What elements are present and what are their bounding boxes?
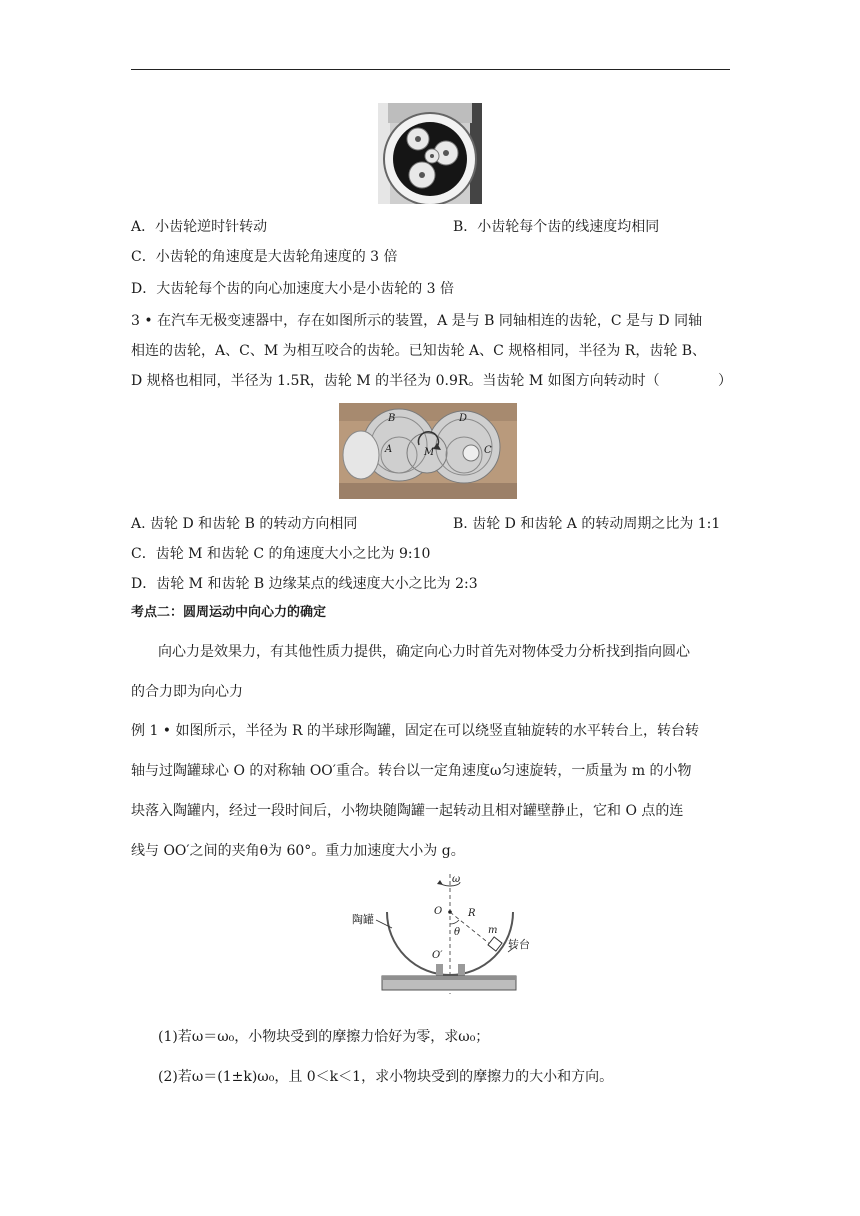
q3-option-c: C．齿轮 M 和齿轮 C 的角速度大小之比为 9:10 (131, 546, 431, 562)
q3-stem-line1: 3 • 在汽车无极变速器中，存在如图所示的装置，A 是与 B 同轴相连的齿轮，C 是与 D 同轴 (131, 313, 703, 329)
label-o: O (434, 906, 443, 917)
q2-option-a: A．小齿轮逆时针转动 (131, 219, 268, 235)
label-o-prime: O′ (432, 950, 443, 961)
planetary-gear-photo (378, 103, 482, 204)
example1-question2: (2)若ω＝(1±k)ω₀，且 0＜k＜1，求小物块受到的摩擦力的大小和方向。 (158, 1069, 614, 1085)
hemisphere-jar-diagram (340, 872, 530, 994)
cvt-gear-photo (339, 403, 517, 499)
label-m: m (488, 925, 498, 936)
label-r: R (468, 908, 476, 919)
q3-option-d: D．齿轮 M 和齿轮 B 边缘某点的线速度大小之比为 2:3 (131, 576, 478, 592)
cvt-label-b: B (388, 413, 396, 424)
q2-option-d: D．大齿轮每个齿的向心加速度大小是小齿轮的 3 倍 (131, 281, 455, 297)
section2-para-line2: 的合力即为向心力 (131, 684, 243, 700)
q3-stem-line2: 相连的齿轮，A、C、M 为相互咬合的齿轮。已知齿轮 A、C 规格相同，半径为 R，齿轮 B、 (131, 343, 707, 359)
cvt-label-m: M (424, 447, 435, 458)
q2-option-c: C．小齿轮的角速度是大齿轮角速度的 3 倍 (131, 249, 398, 265)
label-theta: θ (454, 927, 461, 938)
header-rule (131, 69, 730, 70)
example1-line2: 轴与过陶罐球心 O 的对称轴 OO′重合。转台以一定角速度ω匀速旋转，一质量为 m 的小物 (131, 763, 692, 779)
q3-option-b: B. 齿轮 D 和齿轮 A 的转动周期之比为 1:1 (453, 516, 721, 532)
label-turntable: 转台 (508, 938, 530, 951)
section2-para-line1: 向心力是效果力，有其他性质力提供，确定向心力时首先对物体受力分析找到指向圆心 (158, 644, 690, 660)
example1-line1: 例 1 • 如图所示，半径为 R 的半球形陶罐，固定在可以绕竖直轴旋转的水平转台上，转台转 (131, 723, 699, 739)
example1-line3: 块落入陶罐内，经过一段时间后，小物块随陶罐一起转动且相对罐壁静止，它和 O 点的连 (131, 803, 684, 819)
q2-option-b: B．小齿轮每个齿的线速度均相同 (453, 219, 660, 235)
q3-option-a: A. 齿轮 D 和齿轮 B 的转动方向相同 (131, 516, 358, 532)
cvt-label-c: C (484, 445, 492, 456)
q3-bracket-close: ） (718, 373, 732, 389)
example1-question1: (1)若ω＝ω₀，小物块受到的摩擦力恰好为零，求ω₀； (158, 1029, 490, 1045)
q3-stem-line3: D 规格也相同，半径为 1.5R，齿轮 M 的半径为 0.9R。当齿轮 M 如图方向转动时（ (131, 373, 660, 389)
cvt-label-a: A (385, 444, 393, 455)
label-omega: ω (452, 874, 461, 885)
label-jar: 陶罐 (352, 913, 374, 926)
example1-line4: 线与 OO′之间的夹角θ为 60°。重力加速度大小为 g。 (131, 843, 465, 859)
cvt-label-d: D (459, 413, 468, 424)
section2-heading: 考点二：圆周运动中向心力的确定 (131, 605, 327, 620)
